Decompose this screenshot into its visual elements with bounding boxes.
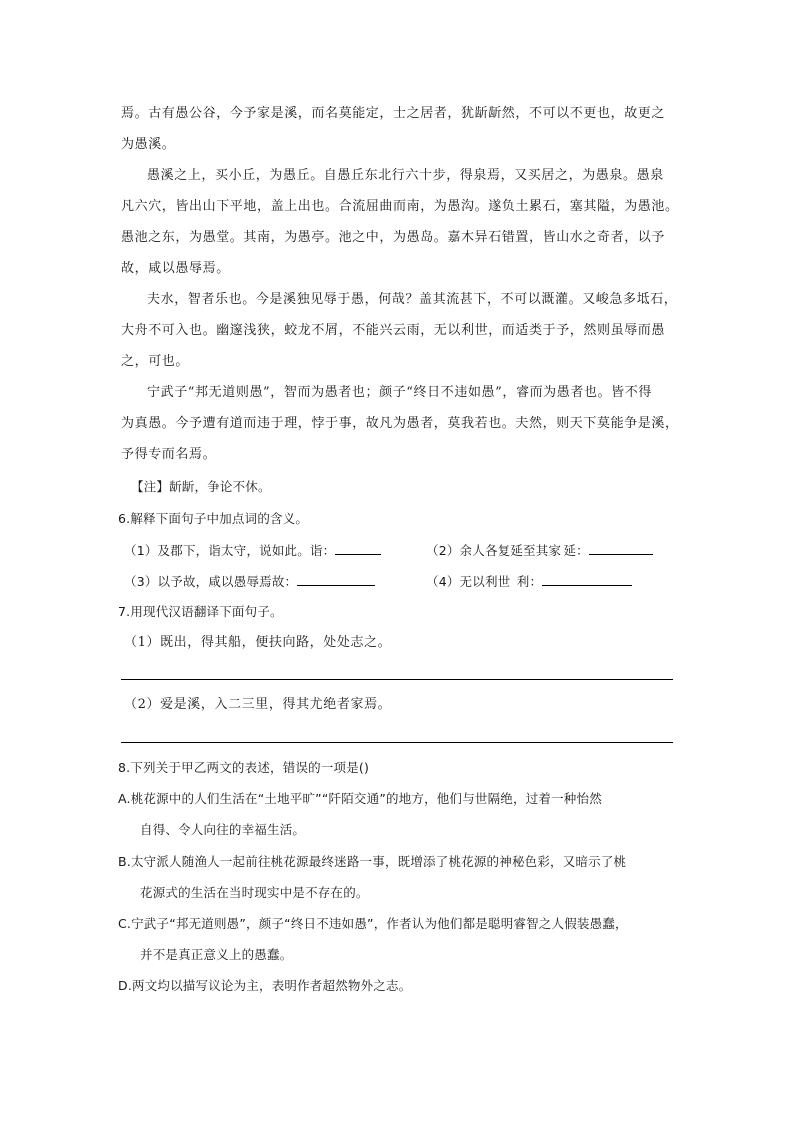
option-a-line-2: 自得、令人向往的幸福生活。 — [140, 822, 306, 837]
option-a-line-1: A.桃花源中的人们生活在“土地平旷”“阡陌交通”的地方，他们与世隔绝，过着一种怡然 — [118, 791, 602, 806]
question-6-title: 6.解释下面句子中加点词的含义。 — [118, 511, 309, 526]
answer-line[interactable] — [121, 679, 673, 680]
option-c-line-2: 并不是真正意义上的愚蠢。 — [140, 947, 293, 962]
question-6-item-1 — [124, 541, 414, 560]
annotation-note: 【注】龂龂，争论不休。 — [131, 479, 271, 494]
passage-line: 夫水，智者乐也。今是溪独见辱于愚，何哉？盖其流甚下，不可以溉灌。又峻急多坻石， — [147, 292, 678, 307]
question-6-item-4 — [426, 572, 676, 591]
question-6-item-3-text: （3）以予故，咸以愚辱焉故： — [124, 574, 298, 589]
answer-blank[interactable] — [297, 572, 375, 586]
question-6-item-4-text: （4）无以利世 利： — [426, 574, 543, 589]
question-6-item-3 — [124, 572, 414, 591]
option-c-line-1: C.宁武子“邦无道则愚”，颜子“终日不违如愚”，作者认为他们都是聪明睿智之人假装愚蠢， — [118, 916, 628, 931]
question-7-item-2: （2）爱是溪，入二三里，得其尤绝者家焉。 — [124, 697, 392, 712]
option-b-line-2: 花源式的生活在当时现实中是不存在的。 — [140, 885, 369, 900]
passage-line: 大舟不可入也。幽邃浅狭，蛟龙不屑，不能兴云雨，无以利世，而适类于予，然则虽辱而愚 — [121, 323, 666, 338]
answer-blank[interactable] — [589, 541, 653, 555]
answer-line[interactable] — [121, 742, 673, 743]
passage-line: 焉。古有愚公谷，今予家是溪，而名莫能定，士之居者，犹龂龂然，不可以不更也，故更之 — [121, 106, 666, 121]
question-8-title: 8.下列关于甲乙两文的表述，错误的一项是() — [118, 760, 370, 775]
answer-blank[interactable] — [335, 541, 381, 555]
passage-line: 予得专而名焉。 — [121, 447, 217, 462]
passage-line: 宁武子“邦无道则愚”，智而为愚者也；颜子“终日不违如愚”，睿而为愚者也。皆不得 — [147, 385, 652, 400]
option-b-line-1: B.太守派人随渔人一起前往桃花源最终迷路一事，既增添了桃花源的神秘色彩，又暗示了桃 — [118, 854, 627, 869]
passage-line: 凡六穴，皆出山下平地，盖上出也。合流屈曲而南，为愚沟。遂负土累石，塞其隘，为愚池。 — [121, 199, 679, 214]
question-7-title: 7.用现代汉语翻译下面句子。 — [118, 604, 283, 619]
option-d-line-1: D.两文均以描写议论为主，表明作者超然物外之志。 — [118, 978, 412, 993]
passage-line: 愚溪之上，买小丘，为愚丘。自愚丘东北行六十步，得泉焉，又买居之，为愚泉。愚泉 — [147, 168, 664, 183]
answer-blank[interactable] — [542, 572, 632, 586]
passage-line: 愚池之东，为愚堂。其南，为愚亭。池之中，为愚岛。嘉木异石错置，皆山水之奇者，以予 — [121, 230, 666, 245]
question-6-item-1-text: （1）及郡下，诣太守，说如此。诣： — [124, 543, 336, 558]
passage-line: 为愚溪。 — [121, 137, 176, 152]
question-6-item-2 — [426, 541, 676, 560]
passage-line: 为真愚。今予遭有道而违于理，悖于事，故凡为愚者，莫我若也。夫然，则天下莫能争是溪， — [121, 416, 679, 431]
passage-line: 之，可也。 — [121, 354, 190, 369]
question-6-item-2-text: （2）余人各复延至其家 延： — [426, 543, 589, 558]
passage-line: 故，咸以愚辱焉。 — [121, 261, 230, 276]
question-7-item-1: （1）既出，得其船，便扶向路，处处志之。 — [124, 635, 392, 650]
